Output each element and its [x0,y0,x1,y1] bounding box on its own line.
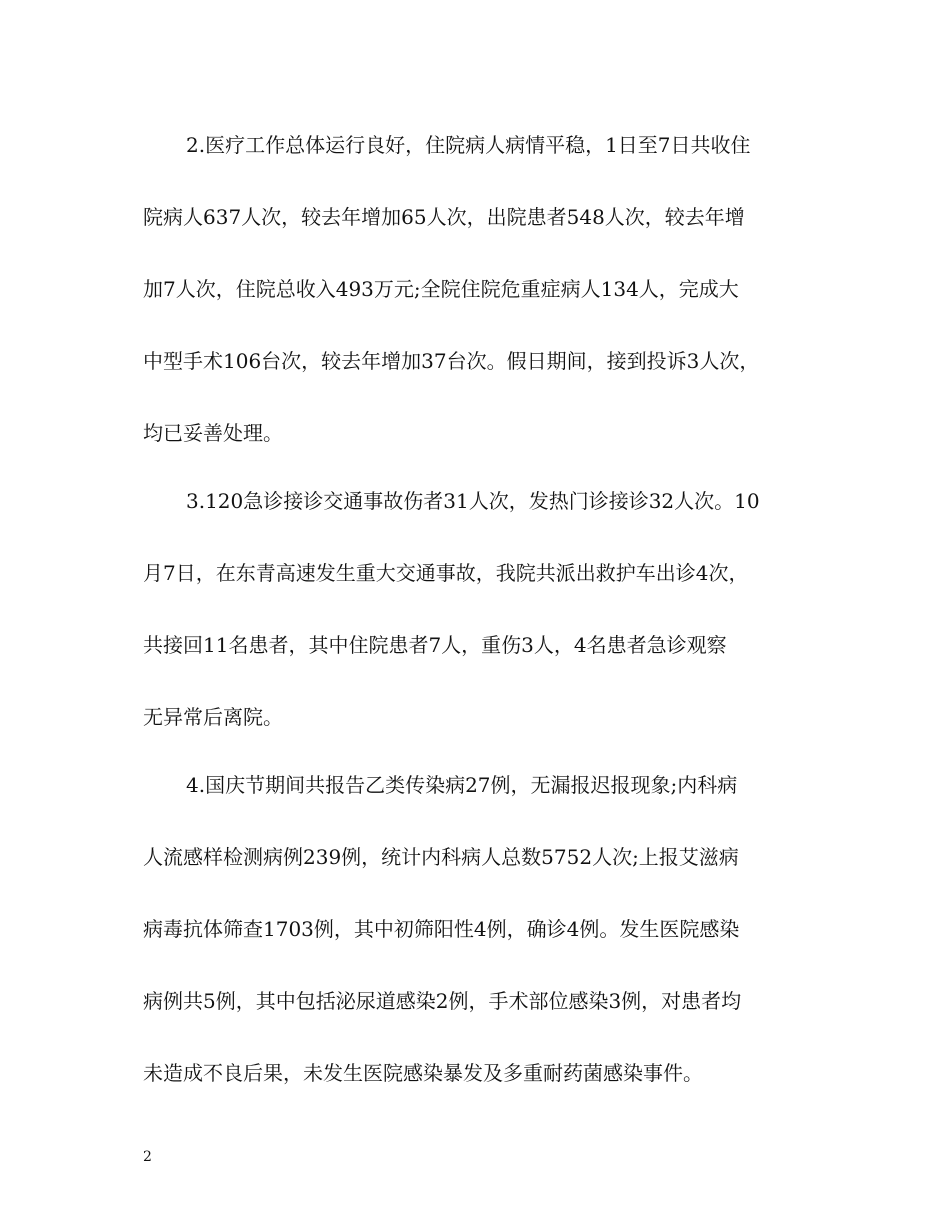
line-text: 人流感样检测病例239例，统计内科病人总数5752人次;上报艾滋病 [143,845,739,869]
line-text: 加7人次，住院总收入493万元;全院住院危重症病人134人，完成大 [143,277,739,301]
line-text: 病例共5例，其中包括泌尿道感染2例，手术部位感染3例，对患者均 [143,989,742,1013]
line-text: 2.医疗工作总体运行良好，住院病人病情平稳，1日至7日共收住 [186,133,751,157]
line-text: 病毒抗体筛查1703例，其中初筛阳性4例，确诊4例。发生医院感染 [143,917,740,941]
line-text: 月7日，在东青高速发生重大交通事故，我院共派出救护车出诊4次， [143,561,749,585]
line-text: 均已妥善处理。 [143,421,283,445]
line-text: 中型手术106台次，较去年增加37台次。假日期间，接到投诉3人次， [143,349,760,373]
line-text: 无异常后离院。 [143,705,283,729]
line-text: 未造成不良后果，未发生医院感染暴发及多重耐药菌感染事件。 [143,1061,703,1085]
page-number: 2 [143,1149,152,1165]
line-text: 4.国庆节期间共报告乙类传染病27例，无漏报迟报现象;内科病 [186,773,738,797]
line-text: 共接回11名患者，其中住院患者7人，重伤3人，4名患者急诊观察 [143,633,727,657]
line-text: 3.120急诊接诊交通事故伤者31人次，发热门诊接诊32人次。10 [186,489,760,513]
line-text: 院病人637人次，较去年增加65人次，出院患者548人次，较去年增 [143,205,745,229]
